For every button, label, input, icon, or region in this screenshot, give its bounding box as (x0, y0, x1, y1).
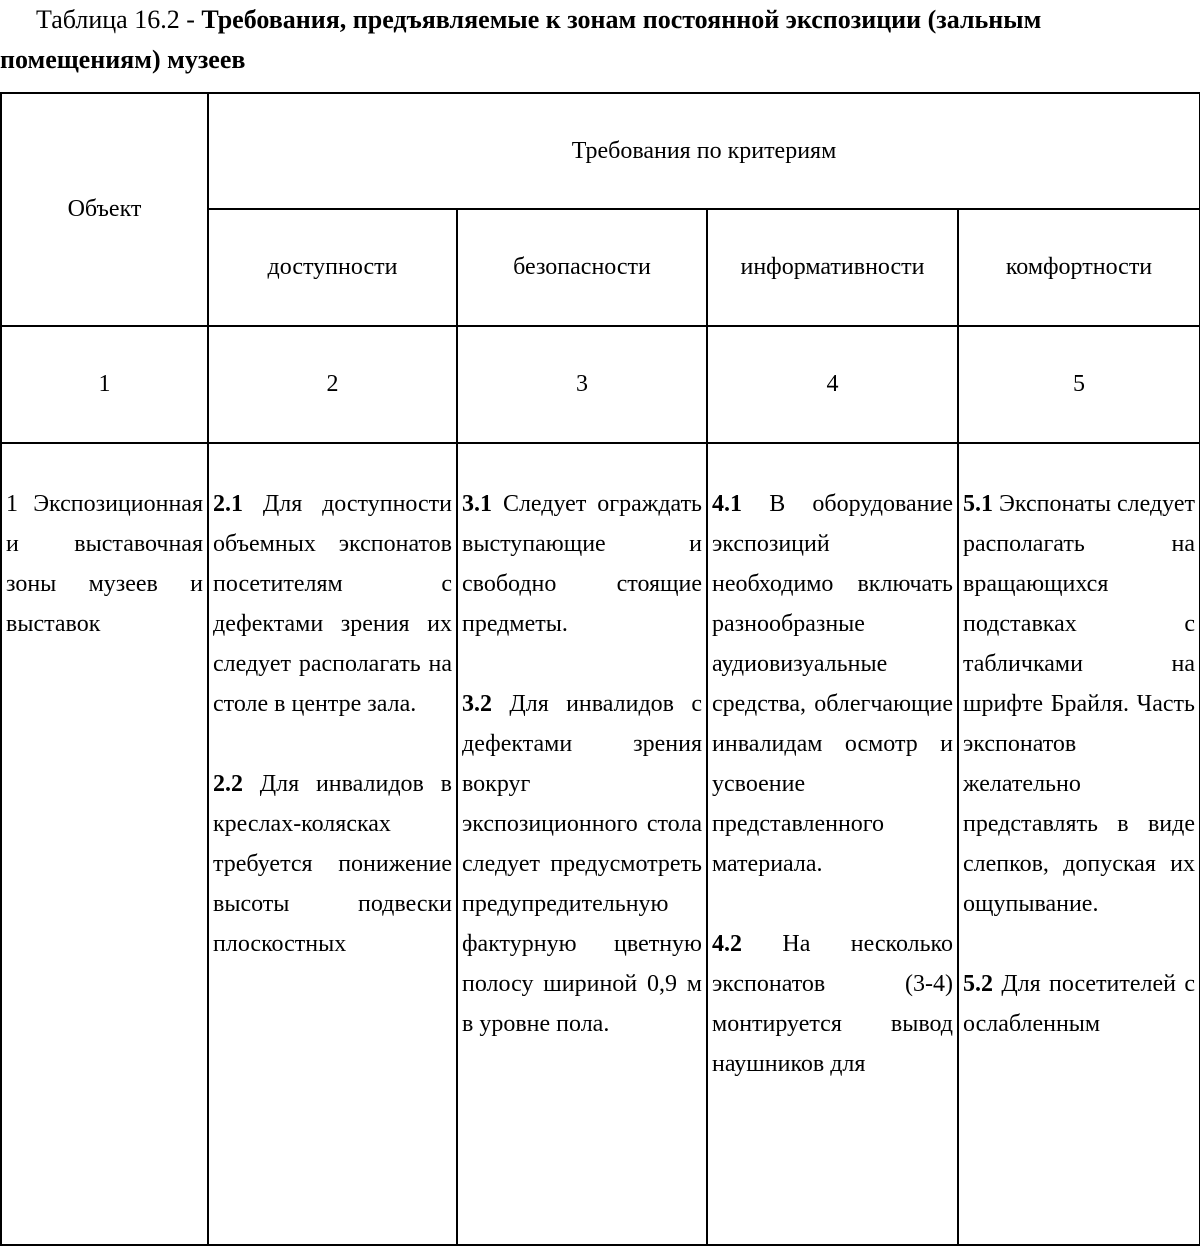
header-row-top (1, 93, 1200, 209)
table-caption (0, 0, 1200, 80)
header-safety: безопасности (457, 209, 707, 326)
caption-prefix: Таблица 16.2 - (36, 5, 202, 34)
object-text: 1 Экспозиционная и выставочная зоны музеев и выставок (6, 491, 203, 637)
requirement-text: Для инвалидов с дефектами зрения вокруг экспозиционного стола следует предусмотреть предупредительную фактурную цветную полосу шириной 0,9 м в уровне пола. (462, 691, 702, 1037)
requirement-number: 4.2 (712, 931, 742, 957)
header-informativeness: информативности (707, 209, 958, 326)
header-comfort: комфортности (958, 209, 1200, 326)
column-number-row (1, 326, 1200, 443)
requirement-number: 2.1 (213, 491, 243, 517)
requirement-number: 3.2 (462, 691, 492, 717)
column-number-5: 5 (958, 326, 1200, 443)
requirement-5-1 (963, 484, 1195, 924)
requirement-text: Для посетителей с ослабленным (963, 971, 1195, 1037)
requirement-text: Для доступности объемных экспонатов посетителям с дефектами зрения их следует располагать на столе в центре зала. (213, 491, 452, 717)
requirement-3-1 (462, 484, 702, 644)
requirement-4-1 (712, 484, 953, 884)
accessibility-cell (208, 443, 457, 1245)
requirement-text: На несколько экспонатов (3-4) монтируется вывод наушников для (712, 931, 953, 1077)
column-number-3: 3 (457, 326, 707, 443)
object-cell (1, 443, 208, 1245)
requirement-5-2 (963, 964, 1195, 1044)
requirement-2-1 (213, 484, 452, 724)
requirement-text: Следует ограждать выступающие и свободно стоящие предметы. (462, 491, 702, 637)
safety-cell (457, 443, 707, 1245)
header-object: Объект (1, 93, 208, 326)
requirement-number: 4.1 (712, 491, 742, 517)
column-number-4: 4 (707, 326, 958, 443)
column-number-2: 2 (208, 326, 457, 443)
requirement-number: 2.2 (213, 771, 243, 797)
requirement-text: Для инвалидов в креслах-колясках требуется понижение высоты подвески плоскостных (213, 771, 452, 957)
requirement-number: 5.1 (963, 491, 993, 517)
table-row (1, 443, 1200, 1245)
header-criteria: Требования по критериям (208, 93, 1200, 209)
caption-title: Требования, предъявляемые к зонам постоянной экспозиции (зальным помещениям) музеев (0, 5, 1042, 74)
requirement-3-2 (462, 684, 702, 1044)
comfort-cell (958, 443, 1200, 1245)
requirement-text: В оборудование экспозиций необходимо включать разнообразные аудиовизуальные средства, облегчающие инвалидам осмотр и усвоение представленного материала. (712, 491, 953, 877)
requirement-number: 3.1 (462, 491, 492, 517)
column-number-1: 1 (1, 326, 208, 443)
requirement-2-2 (213, 764, 452, 964)
header-accessibility: доступности (208, 209, 457, 326)
requirement-text: Экспонаты следует располагать на вращающихся подставках с табличками на шрифте Брайля. Часть экспонатов желательно представлять в виде слепков, допуская их ощупывание. (963, 491, 1195, 917)
informativeness-cell (707, 443, 958, 1245)
requirement-4-2 (712, 924, 953, 1084)
requirement-number: 5.2 (963, 971, 993, 997)
requirements-table (0, 92, 1200, 1246)
